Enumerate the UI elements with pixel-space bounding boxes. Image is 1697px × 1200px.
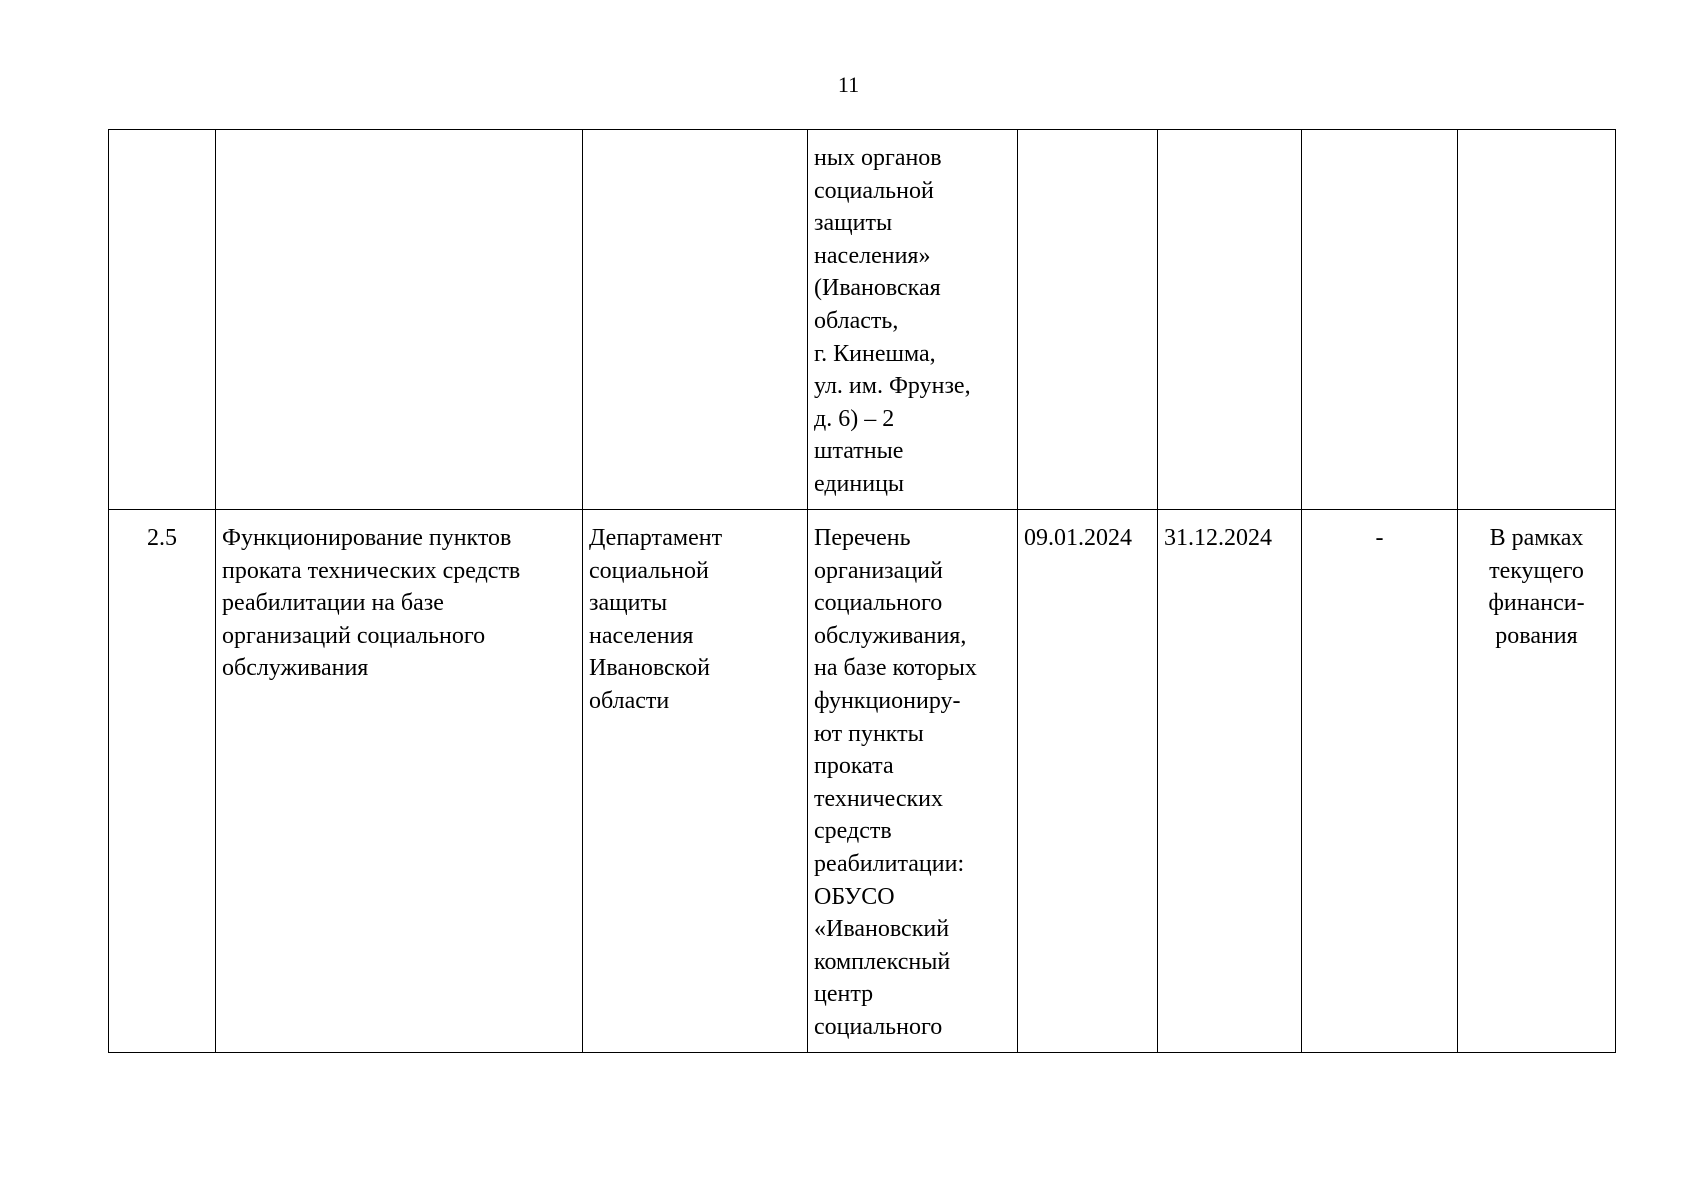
cell-start-date: 09.01.2024 (1018, 510, 1158, 1053)
result-line: социального (814, 590, 943, 617)
executor-line: социальной (589, 557, 709, 584)
measure-line: организаций социального (222, 622, 486, 649)
cell-executor (583, 510, 808, 1053)
result-line: реабилитации: (814, 850, 965, 877)
result-line: проката (814, 753, 894, 780)
funding-line: финанси- (1488, 590, 1585, 617)
cell-end-date (1158, 130, 1302, 510)
cell-funding (1458, 130, 1616, 510)
cell-number: 2.5 (109, 510, 216, 1053)
result-line: средств (814, 818, 892, 845)
result-line: единицы (814, 470, 905, 497)
cell-number (109, 130, 216, 510)
result-line: технических (814, 785, 943, 812)
funding-line: рования (1495, 622, 1578, 649)
cell-end-date: 31.12.2024 (1158, 510, 1302, 1053)
result-line: на базе которых (814, 655, 977, 682)
executor-line: населения (589, 622, 694, 649)
cell-result (808, 510, 1018, 1053)
result-line: социального (814, 1013, 943, 1040)
measure-line: обслуживания (222, 655, 369, 682)
table-row-2-5 (109, 510, 1616, 1053)
result-line: ул. им. Фрунзе, (814, 373, 971, 400)
page-number: 11 (837, 72, 860, 97)
result-line: организаций (814, 557, 943, 584)
result-line: обслуживания, (814, 622, 967, 649)
measure-line: проката технических средств (222, 557, 521, 584)
result-line: ют пункты (814, 720, 924, 747)
result-line: комплексный (814, 948, 951, 975)
cell-start-date (1018, 130, 1158, 510)
plan-table (108, 129, 1616, 1053)
cell-funding (1458, 510, 1616, 1053)
result-line: штатные (814, 438, 904, 465)
measure-line: реабилитации на базе (222, 590, 444, 617)
funding-line: В рамках (1489, 525, 1584, 551)
funding-line: текущего (1489, 557, 1584, 584)
cell-amount: - (1302, 510, 1458, 1053)
executor-line: Департамент (589, 525, 723, 551)
result-line: центр (814, 981, 874, 1008)
result-line: Перечень (814, 525, 911, 551)
result-line: г. Кинешма, (814, 340, 936, 367)
result-line: населения» (814, 242, 931, 269)
result-line: область, (814, 307, 899, 334)
cell-amount (1302, 130, 1458, 510)
result-line: (Ивановская (814, 275, 941, 302)
table-row-continuation (109, 130, 1616, 510)
executor-line: Ивановской (589, 655, 710, 682)
result-line: ных органов (814, 145, 942, 171)
result-line: социальной (814, 177, 934, 204)
executor-line: защиты (589, 590, 668, 617)
result-line: защиты (814, 210, 893, 237)
cell-measure (216, 130, 583, 510)
result-line: ОБУСО (814, 883, 895, 910)
cell-measure (216, 510, 583, 1053)
result-line: функциониру- (814, 687, 961, 714)
executor-line: области (589, 687, 670, 714)
cell-executor (583, 130, 808, 510)
cell-result (808, 130, 1018, 510)
result-line: «Ивановский (814, 916, 950, 943)
measure-line: Функционирование пунктов (222, 525, 512, 551)
result-line: д. 6) – 2 (814, 405, 895, 432)
